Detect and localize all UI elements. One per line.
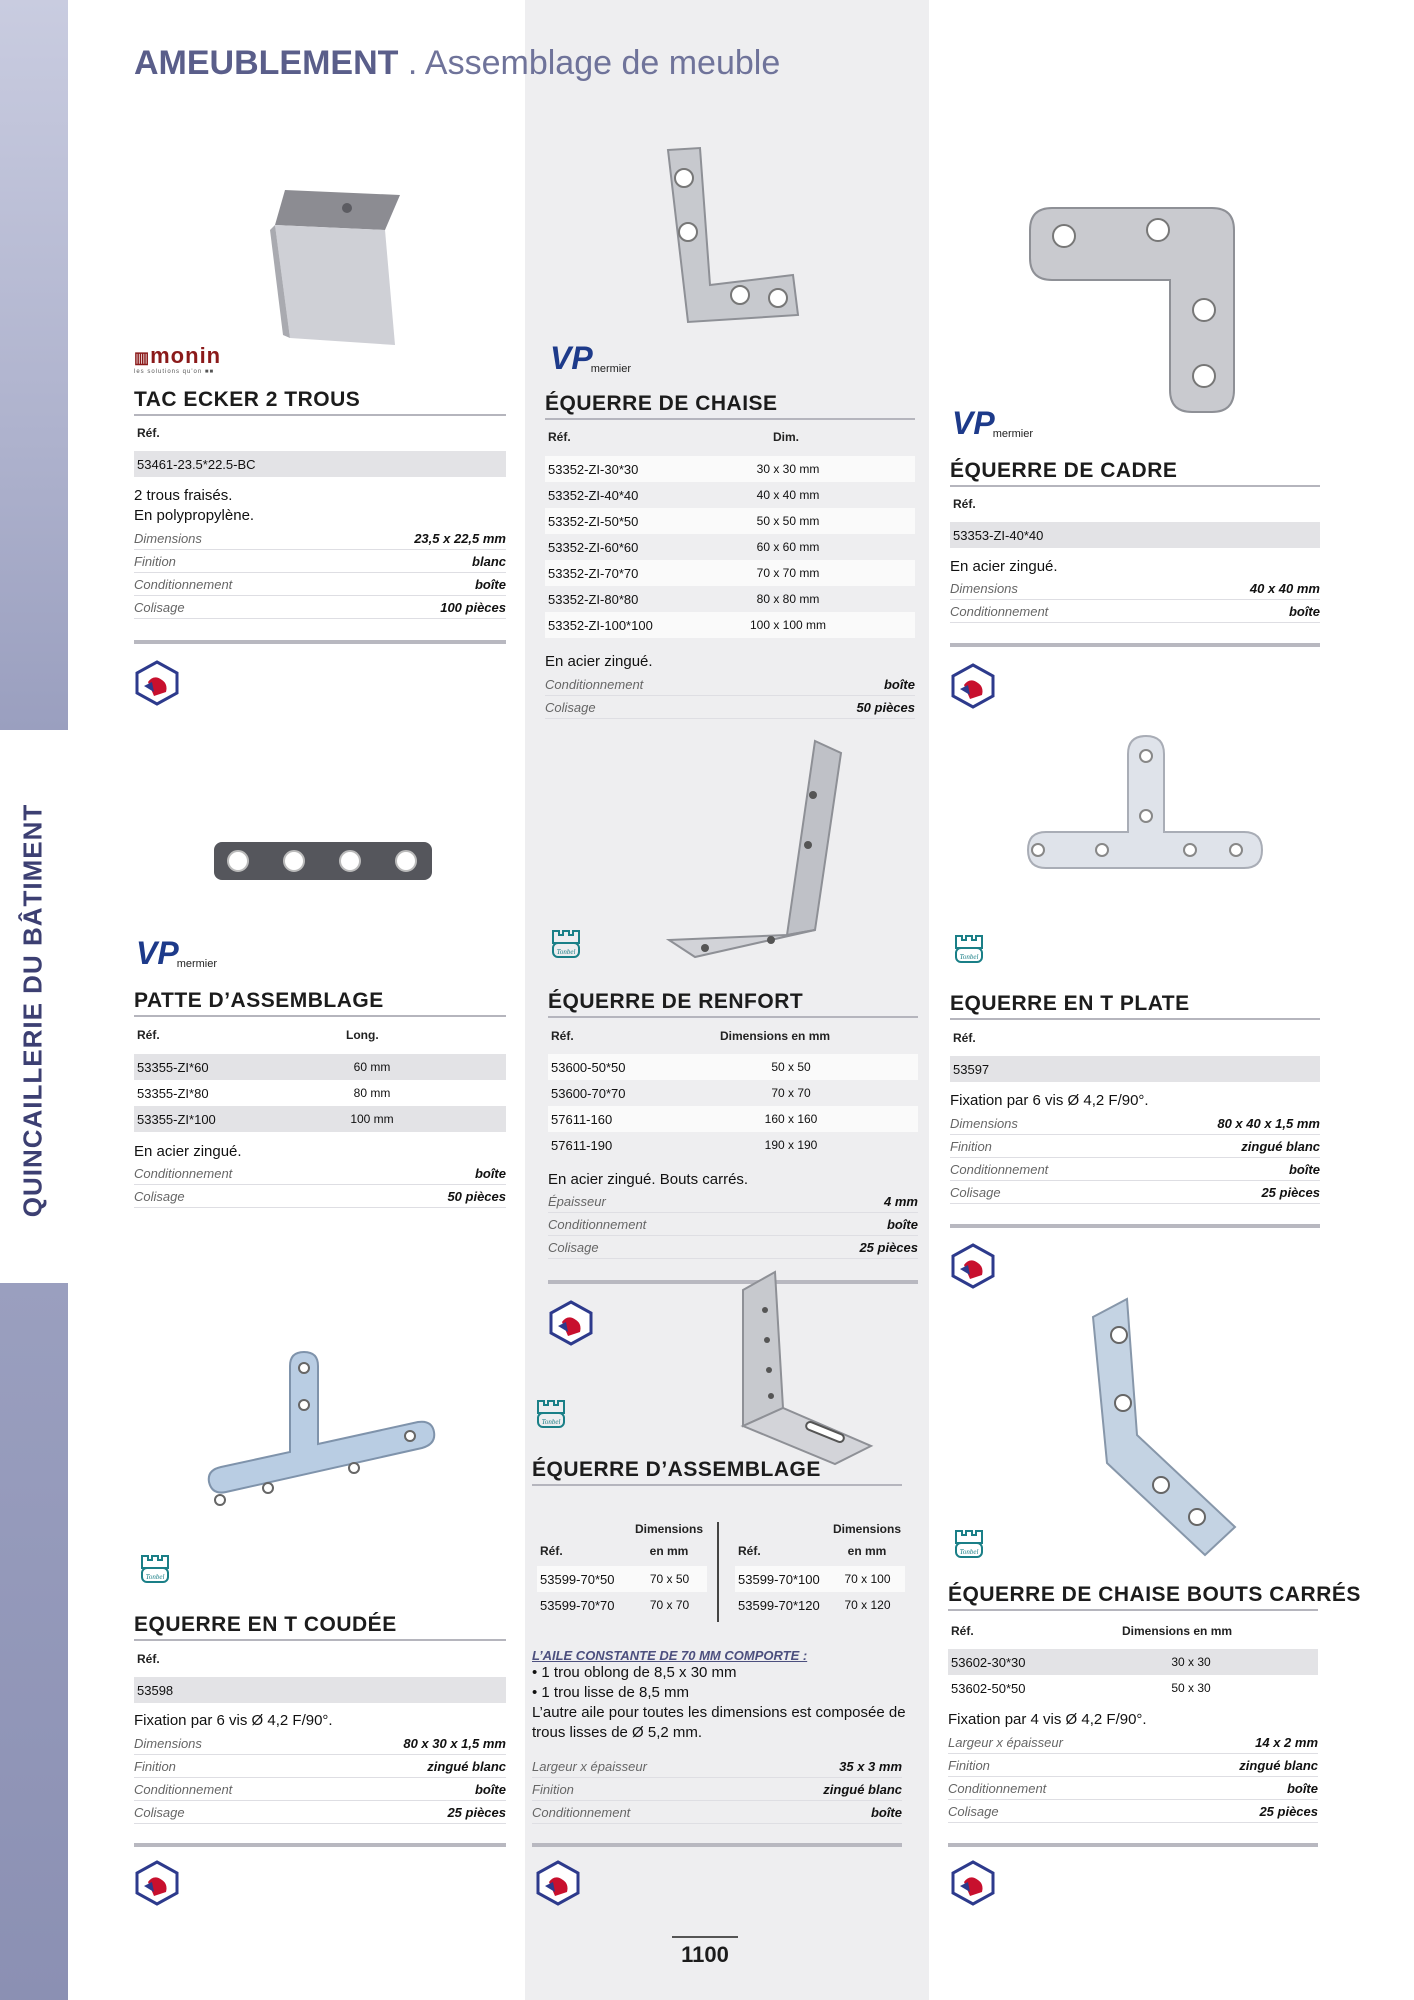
table-row: 53352-ZI-60*60 60 x 60 mm (548, 539, 820, 555)
product-specs: Dimensions 40 x 40 mm Conditionnement boîte (950, 577, 1320, 623)
product-title: ÉQUERRE DE CHAISE (545, 392, 778, 415)
patte-assemblage-product-image (212, 838, 434, 884)
title-rule (950, 485, 1320, 487)
ref-header: Réf. (953, 497, 976, 511)
table-row: 57611-190 190 x 190 (551, 1137, 818, 1153)
table-row: 53602-30*30 30 x 30 (948, 1649, 1318, 1675)
brand-vp-mermier-logo: VP mermier (952, 405, 1034, 441)
product-description: En acier zingué. (950, 558, 1058, 575)
product-specs: Largeur x épaisseur 35 x 3 mm Finition zingué blanc Conditionnement boîte (532, 1755, 902, 1824)
product-table (134, 1054, 506, 1132)
title-rule (134, 1015, 506, 1017)
title-rule (548, 1016, 918, 1018)
fabrique-en-france-logo-icon (535, 1860, 581, 1906)
table-row: 53598 (134, 1677, 506, 1703)
vp-logo-mark: VP (550, 340, 593, 376)
table-row: 53461-23.5*22.5-BC (134, 451, 506, 477)
product-title: ÉQUERRE DE RENFORT (548, 990, 804, 1013)
table-divider (717, 1522, 719, 1622)
table-row: 53352-ZI-70*70 70 x 70 mm (545, 560, 915, 586)
svg-text:Tonbel: Tonbel (959, 953, 979, 961)
product-table (548, 1054, 918, 1158)
sidebar-decor-top (0, 0, 68, 730)
product-specs: Dimensions 23,5 x 22,5 mm Finition blanc Conditionnement boîte Colisage 100 pièces (134, 527, 506, 619)
product-title: ÉQUERRE D’ASSEMBLAGE (532, 1458, 821, 1481)
brand-vp-mermier-logo: VP mermier (136, 935, 218, 971)
product-specs: Épaisseur 4 mm Conditionnement boîte Colisage 25 pièces (548, 1190, 918, 1259)
product-title: PATTE D’ASSEMBLAGE (134, 989, 384, 1012)
section-end-rule (948, 1843, 1318, 1847)
note-heading: L’AILE CONSTANTE DE 70 MM COMPORTE : (532, 1648, 808, 1663)
product-specs: Largeur x épaisseur 14 x 2 mm Finition zingué blanc Conditionnement boîte Colisage 25 pièces (948, 1731, 1318, 1823)
brand-monin-logo: ▥monin les solutions qu'on ■■ (134, 343, 222, 375)
fabrique-en-france-logo-icon (134, 660, 180, 706)
tonbel-castle-logo-icon (134, 1550, 176, 1592)
table-row: 53600-50*50 50 x 50 (548, 1054, 918, 1080)
fabrique-en-france-logo-icon (548, 1300, 594, 1346)
section-end-rule (134, 640, 506, 644)
table-row: 53599-70*70 70 x 70 (540, 1597, 690, 1613)
section-end-rule (532, 1843, 902, 1847)
product-table-left (537, 1566, 707, 1618)
product-title: EQUERRE EN T COUDÉE (134, 1613, 397, 1636)
svg-text:Tonbel: Tonbel (541, 1418, 561, 1426)
table-row: 53599-70*100 70 x 100 (735, 1566, 905, 1592)
product-specs: Dimensions 80 x 40 x 1,5 mm Finition zingué blanc Conditionnement boîte Colisage 25 pièces (950, 1112, 1320, 1204)
subcategory-title: Assemblage de meuble (424, 44, 781, 82)
table-row: 53355-ZI*80 80 mm (137, 1085, 391, 1101)
product-description: En acier zingué. (134, 1143, 242, 1160)
table-row: 53602-50*50 50 x 30 (951, 1680, 1211, 1696)
svg-text:Tonbel: Tonbel (145, 1573, 165, 1581)
table-row: 53355-ZI*60 60 mm (134, 1054, 506, 1080)
equerre-t-coudee-product-image (200, 1350, 440, 1520)
tonbel-castle-logo-icon (545, 925, 587, 967)
equerre-de-renfort-product-image (665, 735, 845, 965)
table-row: 53352-ZI-30*30 30 x 30 mm (545, 456, 915, 482)
page-number: 1100 (672, 1936, 738, 1968)
tac-ecker-product-image (265, 170, 415, 360)
monin-tagline: les solutions qu'on ■■ (134, 369, 215, 375)
product-title: EQUERRE EN T PLATE (950, 992, 1190, 1015)
vp-logo-mark: VP (952, 405, 995, 441)
svg-text:Tonbel: Tonbel (959, 1548, 979, 1556)
fabrique-en-france-logo-icon (950, 1243, 996, 1289)
tonbel-castle-logo-icon (948, 1525, 990, 1567)
fabrique-en-france-logo-icon (134, 1860, 180, 1906)
table-row: 53599-70*120 70 x 120 (738, 1597, 891, 1613)
table-row: 53352-ZI-100*100 100 x 100 mm (545, 612, 915, 638)
title-rule (532, 1484, 902, 1486)
sidebar-decor-bottom (0, 1283, 68, 2000)
table-row: 53352-ZI-50*50 50 x 50 mm (545, 508, 915, 534)
table-row: 53352-ZI-80*80 80 x 80 mm (548, 591, 820, 607)
product-description: Fixation par 6 vis Ø 4,2 F/90°. (950, 1092, 1149, 1109)
svg-text:Tonbel: Tonbel (556, 948, 576, 956)
product-description: Fixation par 6 vis Ø 4,2 F/90°. (134, 1712, 333, 1729)
section-end-rule (950, 1224, 1320, 1228)
monin-mark-icon: ▥ (134, 350, 151, 367)
title-rule (134, 1639, 506, 1641)
product-description: En acier zingué. (545, 653, 653, 670)
table-row: 53600-70*70 70 x 70 (551, 1085, 811, 1101)
vp-logo-mark: VP (136, 935, 179, 971)
note-body-line: trous lisses de Ø 5,2 mm. (532, 1724, 703, 1741)
section-end-rule (134, 1843, 506, 1847)
note-bullet: • 1 trou lisse de 8,5 mm (532, 1684, 689, 1701)
note-bullet: • 1 trou oblong de 8,5 x 30 mm (532, 1664, 737, 1681)
table-row: 53355-ZI*100 100 mm (134, 1106, 506, 1132)
product-description: Fixation par 4 vis Ø 4,2 F/90°. (948, 1711, 1147, 1728)
title-rule (948, 1609, 1318, 1611)
equerre-assemblage-product-image (735, 1268, 875, 1468)
product-specs: Conditionnement boîte Colisage 50 pièces (134, 1162, 506, 1208)
table-row: 57611-160 160 x 160 (548, 1106, 918, 1132)
table-row: 53597 (950, 1056, 1320, 1082)
product-table (545, 456, 915, 638)
product-specs: Dimensions 80 x 30 x 1,5 mm Finition zingué blanc Conditionnement boîte Colisage 25 pièces (134, 1732, 506, 1824)
fabrique-en-france-logo-icon (950, 663, 996, 709)
ref-header: Réf. (137, 1652, 160, 1666)
equerre-de-cadre-product-image (1020, 200, 1245, 420)
ref-header: Réf. (137, 426, 160, 440)
product-description: 2 trous fraisés. En polypropylène. (134, 487, 255, 524)
category-title: AMEUBLEMENT (134, 44, 399, 82)
section-end-rule (950, 643, 1320, 647)
tonbel-castle-logo-icon (948, 930, 990, 972)
note-body-line: L’autre aile pour toutes les dimensions est composée de (532, 1704, 906, 1721)
product-title: ÉQUERRE DE CADRE (950, 459, 1178, 482)
product-specs: Conditionnement boîte Colisage 50 pièces (545, 673, 915, 719)
equerre-de-chaise-product-image (648, 140, 828, 340)
product-description: En acier zingué. Bouts carrés. (548, 1171, 749, 1188)
title-rule (545, 418, 915, 420)
table-row: 53599-70*50 70 x 50 (537, 1566, 707, 1592)
equerre-chaise-bouts-carres-product-image (1085, 1295, 1245, 1565)
brand-vp-mermier-logo: VP mermier (550, 340, 632, 376)
ref-header: Réf. (953, 1031, 976, 1045)
title-separator: . (398, 44, 425, 82)
product-table (948, 1649, 1318, 1701)
product-title: ÉQUERRE DE CHAISE BOUTS CARRÉS (948, 1583, 1361, 1606)
equerre-t-plate-product-image (1010, 732, 1266, 902)
product-table-right (735, 1566, 905, 1618)
title-rule (134, 414, 506, 416)
page-title (134, 44, 780, 83)
product-title: TAC ECKER 2 TROUS (134, 388, 361, 411)
title-rule (950, 1018, 1320, 1020)
assemblage-note (532, 1648, 907, 1743)
table-row: 53353-ZI-40*40 (950, 522, 1320, 548)
fabrique-en-france-logo-icon (950, 1860, 996, 1906)
sidebar-section-label: QUINCAILLERIE DU BÂTIMENT (17, 803, 48, 1217)
table-row: 53352-ZI-40*40 40 x 40 mm (548, 487, 820, 503)
tonbel-castle-logo-icon (530, 1395, 572, 1437)
